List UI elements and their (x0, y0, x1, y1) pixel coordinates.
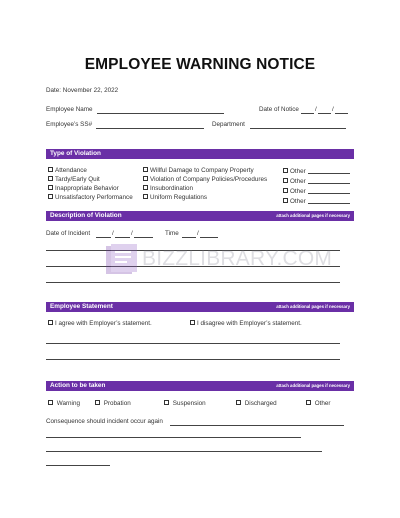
checkbox-icon[interactable] (306, 400, 311, 405)
checkbox-agree[interactable] (48, 320, 152, 327)
checkbox-label: Uniform Regulations (150, 193, 208, 201)
description-line[interactable] (46, 282, 340, 283)
checkbox-damage[interactable] (143, 167, 267, 176)
checkbox-icon[interactable] (236, 400, 241, 405)
checkbox-suspension[interactable] (164, 400, 206, 407)
checkbox-insubordination[interactable] (143, 185, 267, 194)
checkbox-label: I disagree with Employer’s statement. (197, 320, 302, 327)
watermark-text: BIZZLIBRARY.COM (142, 247, 333, 270)
checkbox-label: Attendance (55, 167, 87, 174)
ssn-field[interactable] (96, 128, 204, 129)
checkbox-icon[interactable] (95, 400, 100, 405)
consequence-label: Consequence should incident occur again (46, 418, 163, 425)
checkbox-behavior[interactable] (48, 185, 133, 194)
checkbox-label: Other (290, 197, 306, 205)
slash: / (131, 230, 133, 237)
date-line: Date: November 22, 2022 (46, 87, 119, 94)
section-title: Action to be taken (50, 382, 106, 390)
date-of-incident-label: Date of Incident (46, 230, 91, 237)
consequence-line[interactable] (46, 451, 322, 452)
section-title: Employee Statement (50, 303, 113, 311)
checkbox-label: Other (290, 168, 306, 175)
document-title: EMPLOYEE WARNING NOTICE (84, 56, 316, 73)
section-header-description (46, 211, 354, 221)
checkbox-label: Warning (56, 400, 80, 407)
slash: / (112, 230, 114, 237)
section-header-action (46, 381, 354, 391)
consequence-line[interactable] (46, 465, 110, 466)
date-of-notice-year[interactable] (335, 113, 348, 114)
checkbox-label: I agree with Employer’s statement. (55, 320, 152, 327)
checkbox-icon[interactable] (48, 176, 53, 181)
department-label: Department (212, 121, 245, 128)
checkbox-label: Other (314, 400, 331, 407)
section-title: Description of Violation (50, 212, 122, 220)
checkbox-other[interactable] (283, 187, 350, 197)
statement-line[interactable] (46, 359, 340, 360)
checkbox-label: Willful Damage to Company Property (150, 167, 254, 174)
checkbox-label: Unsatisfactory Performance (55, 193, 133, 201)
checkbox-label: Tardy/Early Quit (55, 175, 100, 183)
watermark-logo-icon (104, 242, 138, 276)
checkbox-other-action[interactable] (306, 400, 331, 407)
section-header-statement (46, 302, 354, 312)
statement-line[interactable] (46, 343, 340, 344)
checkbox-label: Probation (103, 400, 131, 407)
checkbox-label: Discharged (244, 400, 277, 407)
section-title: Type of Violation (50, 150, 101, 158)
checkbox-label: Suspension (172, 400, 206, 407)
slash: / (315, 106, 317, 113)
violation-col3 (283, 167, 350, 207)
watermark (104, 238, 333, 278)
checkbox-other[interactable] (283, 197, 350, 207)
checkbox-performance[interactable] (48, 194, 133, 203)
checkbox-icon[interactable] (143, 185, 148, 190)
checkbox-icon[interactable] (48, 185, 53, 190)
checkbox-label: Other (290, 187, 306, 195)
employee-name-label: Employee Name (46, 106, 93, 113)
section-note: attach additional pages if necessary (276, 304, 350, 310)
violation-col1 (48, 167, 133, 203)
section-note: attach additional pages if necessary (276, 383, 350, 389)
checkbox-label: Insubordination (150, 184, 194, 192)
employee-name-field[interactable] (97, 113, 224, 114)
checkbox-icon[interactable] (48, 400, 53, 405)
section-header-violation (46, 149, 354, 159)
checkbox-label: Other (290, 177, 306, 185)
date-of-notice-label: Date of Notice (259, 106, 299, 113)
checkbox-uniform[interactable] (143, 194, 267, 203)
checkbox-icon[interactable] (48, 167, 53, 172)
checkbox-probation[interactable] (95, 400, 131, 407)
checkbox-icon[interactable] (143, 167, 148, 172)
checkbox-icon[interactable] (190, 320, 195, 325)
checkbox-icon[interactable] (48, 194, 53, 199)
checkbox-icon[interactable] (143, 176, 148, 181)
ssn-label: Employee’s SS# (46, 121, 93, 128)
time-label: Time (165, 230, 179, 237)
date-of-notice-month[interactable] (301, 113, 314, 114)
checkbox-icon[interactable] (48, 320, 53, 325)
other-field[interactable] (308, 197, 350, 204)
violation-col2 (143, 167, 267, 203)
checkbox-other[interactable] (283, 177, 350, 187)
checkbox-policies[interactable] (143, 176, 267, 185)
checkbox-attendance[interactable] (48, 167, 133, 176)
slash: / (332, 106, 334, 113)
slash: / (197, 230, 199, 237)
checkbox-icon[interactable] (283, 188, 288, 193)
consequence-field[interactable] (170, 425, 344, 426)
checkbox-icon[interactable] (283, 198, 288, 203)
checkbox-icon[interactable] (283, 178, 288, 183)
other-field[interactable] (308, 177, 350, 184)
checkbox-other[interactable] (283, 167, 350, 177)
other-field[interactable] (308, 167, 350, 174)
department-field[interactable] (250, 128, 346, 129)
consequence-line[interactable] (46, 437, 301, 438)
checkbox-icon[interactable] (164, 400, 169, 405)
checkbox-discharged[interactable] (236, 400, 277, 407)
checkbox-label: Violation of Company Policies/Procedures (150, 175, 268, 183)
section-note: attach additional pages if necessary (276, 213, 350, 219)
checkbox-warning[interactable] (48, 400, 80, 407)
checkbox-icon[interactable] (283, 168, 288, 173)
checkbox-disagree[interactable] (190, 320, 302, 327)
date-of-notice-day[interactable] (318, 113, 331, 114)
checkbox-tardy[interactable] (48, 176, 133, 185)
checkbox-icon[interactable] (143, 194, 148, 199)
checkbox-label: Inappropriate Behavior (55, 184, 119, 192)
other-field[interactable] (308, 187, 350, 194)
